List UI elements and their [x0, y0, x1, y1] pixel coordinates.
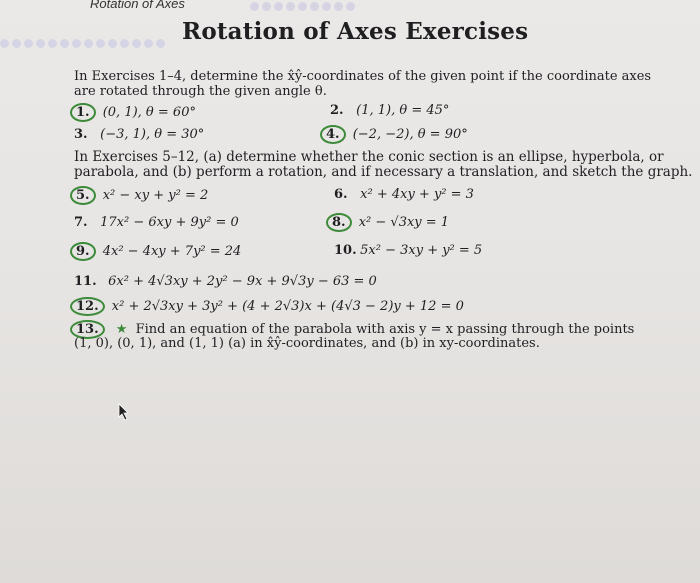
- exercise-5-number: 5.: [70, 186, 96, 205]
- intro-2-line-1: In Exercises 5–12, (a) determine whether the conic section is an ellipse, hyperbola, or: [74, 149, 664, 165]
- exercise-4-text: (−2, −2), θ = 90°: [352, 127, 468, 142]
- exercise-13-line-1: Find an equation of the parabola with axis y = x passing through the points: [135, 322, 635, 337]
- star-icon: ★: [115, 322, 128, 337]
- exercise-4-number: 4.: [320, 125, 346, 144]
- exercise-13-number: 13.: [70, 320, 105, 339]
- exercise-9: [70, 242, 241, 261]
- exercise-5-text: x² − xy + y² = 2: [102, 188, 209, 203]
- exercise-10-number: 10.: [334, 243, 357, 258]
- exercise-12-number: 12.: [70, 297, 105, 316]
- exercise-9-text: 4x² − 4xy + 7y² = 24: [102, 244, 242, 259]
- decorative-dots: [0, 36, 175, 50]
- exercise-3: [74, 127, 204, 142]
- exercise-1-number: 1.: [70, 103, 96, 122]
- exercise-12-text: x² + 2√3xy + 3y² + (4 + 2√3)x + (4√3 − 2)y + 12 = 0: [111, 299, 464, 314]
- exercise-7: [74, 215, 239, 230]
- exercise-10: [334, 243, 482, 258]
- exercise-6-text: x² + 4xy + y² = 3: [360, 187, 474, 202]
- exercise-6-number: 6.: [334, 187, 348, 202]
- exercise-5: [70, 186, 208, 205]
- exercise-1-text: (0, 1), θ = 60°: [102, 105, 196, 120]
- exercise-7-number: 7.: [74, 215, 88, 230]
- exercise-1: [70, 103, 196, 122]
- intro-1-line-1: In Exercises 1–4, determine the x̂ŷ-coordinates of the given point if the coordinate axes: [74, 69, 652, 84]
- exercise-8-text: x² − √3xy = 1: [358, 215, 450, 230]
- exercise-2-text: (1, 1), θ = 45°: [356, 103, 450, 118]
- exercise-9-number: 9.: [70, 242, 96, 261]
- exercise-11-number: 11.: [74, 274, 97, 289]
- decorative-dots-top: [250, 2, 355, 11]
- intro-2-line-2: parabola, and (b) perform a rotation, and if necessary a translation, and sketch the graph.: [74, 164, 693, 180]
- exercise-8: [326, 213, 449, 232]
- running-head: Rotation of Axes: [90, 0, 185, 11]
- exercise-3-number: 3.: [74, 127, 88, 142]
- intro-1-line-2: are rotated through the given angle θ.: [74, 84, 327, 99]
- mouse-pointer-icon: [118, 403, 130, 421]
- exercise-6: [334, 187, 474, 202]
- page-title: Rotation of Axes Exercises: [182, 18, 529, 45]
- exercise-13-line-2: (1, 0), (0, 1), and (1, 1) (a) in x̂ŷ-coordinates, and (b) in xy-coordinates.: [74, 336, 540, 351]
- exercise-10-text: 5x² − 3xy + y² = 5: [360, 243, 483, 258]
- exercise-2: [330, 103, 449, 118]
- exercise-11-text: 6x² + 4√3xy + 2y² − 9x + 9√3y − 63 = 0: [108, 274, 377, 289]
- exercise-11: [74, 274, 377, 289]
- exercise-4: [320, 125, 468, 144]
- exercise-7-text: 17x² − 6xy + 9y² = 0: [100, 215, 239, 230]
- exercise-2-number: 2.: [330, 103, 344, 118]
- exercise-3-text: (−3, 1), θ = 30°: [100, 127, 205, 142]
- exercise-12: [70, 297, 464, 316]
- exercise-8-number: 8.: [326, 213, 352, 232]
